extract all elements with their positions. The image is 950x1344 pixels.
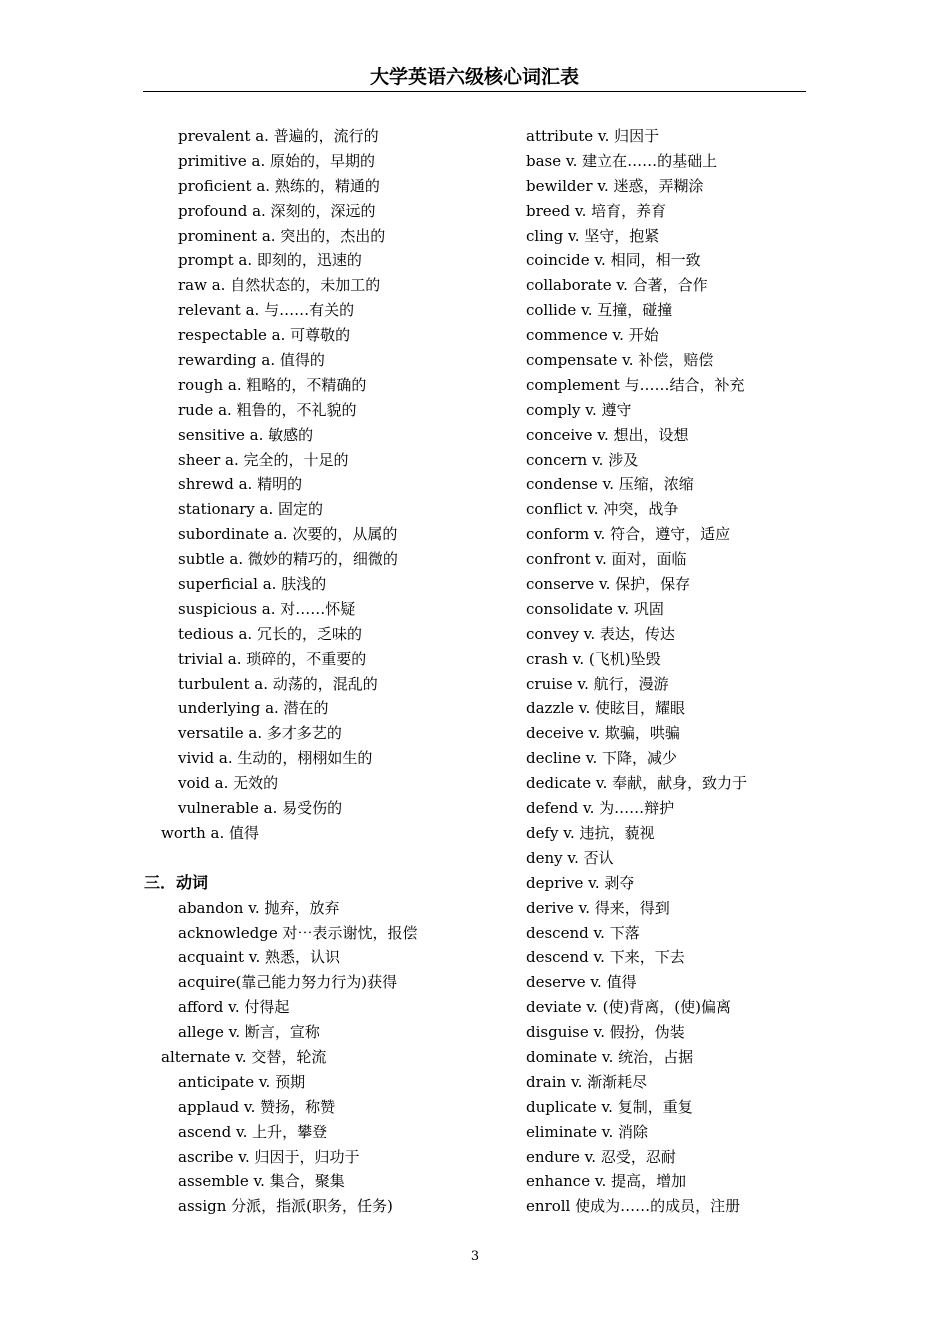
verb-entry: cruise v. 航行，漫游 <box>526 674 669 693</box>
verb-entry: acquaint v. 熟悉，认识 <box>178 948 341 967</box>
adjective-entry: raw a. 自然状态的，未加工的 <box>178 276 381 295</box>
verb-entry: deserve v. 值得 <box>526 973 637 992</box>
verb-entry: confront v. 面对，面临 <box>526 550 687 569</box>
adjective-entry: worth a. 值得 <box>161 823 259 842</box>
verb-entry: cling v. 坚守，抱紧 <box>526 226 660 245</box>
verb-entry: dedicate v. 奉献，献身，致力于 <box>526 774 748 793</box>
verb-entry: breed v. 培育，养育 <box>526 201 667 220</box>
adjective-entry: vivid a. 生动的，栩栩如生的 <box>178 749 373 768</box>
verb-entry: ascribe v. 归因于，归功于 <box>178 1147 360 1166</box>
adjective-entry: suspicious a. 对……怀疑 <box>178 599 356 618</box>
verb-entry: ascend v. 上升，攀登 <box>178 1122 328 1141</box>
adjective-entry: subordinate a. 次要的，从属的 <box>178 525 398 544</box>
verb-entry: bewilder v. 迷惑，弄糊涂 <box>526 176 704 195</box>
right-column <box>526 124 826 1219</box>
adjective-entry: prominent a. 突出的，杰出的 <box>178 226 386 245</box>
adjective-entry: rough a. 粗略的，不精确的 <box>178 375 367 394</box>
verb-entry: assemble v. 集合，聚集 <box>178 1172 345 1191</box>
verb-entry: defy v. 违抗，藐视 <box>526 823 655 842</box>
verb-entry: acknowledge 对⋯表示谢忱，报偿 <box>178 923 418 942</box>
verb-entry: acquire(靠己能力努力行为)获得 <box>178 973 398 992</box>
verb-entry: dazzle v. 使眩目，耀眼 <box>526 699 686 718</box>
verb-entry: conserve v. 保护，保存 <box>526 575 691 594</box>
verb-entry: applaud v. 赞扬，称赞 <box>178 1097 336 1116</box>
adjective-entry: tedious a. 冗长的，乏味的 <box>178 624 362 643</box>
verb-entry: concern v. 涉及 <box>526 450 639 469</box>
verb-entry: commence v. 开始 <box>526 326 659 345</box>
adjective-entry: superficial a. 肤浅的 <box>178 575 327 594</box>
verb-entry: allege v. 断言，宣称 <box>178 1023 320 1042</box>
verb-entry: descend v. 下落 <box>526 923 640 942</box>
verb-entry: abandon v. 抛弃，放弃 <box>178 898 340 917</box>
verb-entry: enroll 使成为……的成员，注册 <box>526 1197 741 1216</box>
verb-entry: deny v. 否认 <box>526 848 614 867</box>
adjective-entry: primitive a. 原始的，早期的 <box>178 151 376 170</box>
verb-entry: endure v. 忍受，忍耐 <box>526 1147 676 1166</box>
section-heading-verbs: 三．动词 <box>144 872 209 892</box>
verb-entry: base v. 建立在……的基础上 <box>526 151 718 170</box>
verb-entry: collaborate v. 合著，合作 <box>526 276 708 295</box>
adjective-entry: relevant a. 与……有关的 <box>178 301 355 320</box>
verb-entry: comply v. 遵守 <box>526 400 632 419</box>
verb-entry: descend v. 下来，下去 <box>526 948 685 967</box>
adjective-entry: underlying a. 潜在的 <box>178 699 329 718</box>
adjective-entry: respectable a. 可尊敬的 <box>178 326 351 345</box>
adjective-entry: void a. 无效的 <box>178 774 279 793</box>
page-number: 3 <box>470 1249 480 1264</box>
adjective-entry: rewarding a. 值得的 <box>178 351 325 370</box>
header-rule <box>143 91 806 92</box>
verb-entry: eliminate v. 消除 <box>526 1122 648 1141</box>
adjective-entry: turbulent a. 动荡的，混乱的 <box>178 674 378 693</box>
adjective-entry: shrewd a. 精明的 <box>178 475 303 494</box>
verb-entry: duplicate v. 复制，重复 <box>526 1097 693 1116</box>
adjective-entry: proficient a. 熟练的，精通的 <box>178 176 380 195</box>
verb-entry: deprive v. 剥夺 <box>526 873 635 892</box>
verb-entry: disguise v. 假扮，伪装 <box>526 1023 685 1042</box>
page-title: 大学英语六级核心词汇表 <box>369 66 579 88</box>
adjective-entry: stationary a. 固定的 <box>178 500 324 519</box>
verb-entry: complement 与……结合，补充 <box>526 375 745 394</box>
verb-entry: crash v. (飞机)坠毁 <box>526 649 661 668</box>
verb-entry: collide v. 互撞，碰撞 <box>526 301 673 320</box>
verb-entry: derive v. 得来，得到 <box>526 898 670 917</box>
verb-entry: deviate v. (使)背离，(使)偏离 <box>526 998 732 1017</box>
adjective-entry: sheer a. 完全的，十足的 <box>178 450 349 469</box>
verb-entry: attribute v. 归因于 <box>526 127 660 145</box>
adjective-entry: versatile a. 多才多艺的 <box>178 724 342 743</box>
section-spacer <box>144 846 504 871</box>
adjective-entry: subtle a. 微妙的精巧的，细微的 <box>178 550 398 569</box>
adjective-entry: sensitive a. 敏感的 <box>178 425 314 444</box>
verb-entry: enhance v. 提高，增加 <box>526 1172 687 1191</box>
verb-entry: decline v. 下降，减少 <box>526 749 678 768</box>
verb-entry: drain v. 渐渐耗尽 <box>526 1072 648 1091</box>
adjective-entry: trivial a. 琐碎的，不重要的 <box>178 649 367 668</box>
verb-entry: afford v. 付得起 <box>178 998 290 1017</box>
verb-entry: conflict v. 冲突，战争 <box>526 500 679 519</box>
verb-entry: defend v. 为……辩护 <box>526 799 675 818</box>
verb-entry: convey v. 表达，传达 <box>526 624 675 643</box>
verb-entry: condense v. 压缩，浓缩 <box>526 475 694 494</box>
verb-entry: conform v. 符合，遵守，适应 <box>526 525 731 544</box>
verb-entry: anticipate v. 预期 <box>178 1072 306 1091</box>
verb-entry: deceive v. 欺骗，哄骗 <box>526 724 680 743</box>
verb-entry: compensate v. 补偿，赔偿 <box>526 351 714 370</box>
verb-entry: assign 分派，指派(职务，任务) <box>178 1197 393 1216</box>
verb-entry: dominate v. 统治，占据 <box>526 1047 694 1066</box>
left-column <box>144 124 504 1219</box>
verb-entry: coincide v. 相同，相一致 <box>526 251 701 270</box>
adjective-entry: profound a. 深刻的，深远的 <box>178 201 376 220</box>
adjective-entry: rude a. 粗鲁的，不礼貌的 <box>178 400 357 419</box>
adjective-entry: vulnerable a. 易受伤的 <box>178 799 343 818</box>
adjective-entry: prevalent a. 普遍的，流行的 <box>178 127 379 145</box>
verb-entry: alternate v. 交替，轮流 <box>161 1047 327 1066</box>
verb-entry: conceive v. 想出，设想 <box>526 425 689 444</box>
adjective-entry: prompt a. 即刻的，迅速的 <box>178 251 362 270</box>
verb-entry: consolidate v. 巩固 <box>526 599 664 618</box>
